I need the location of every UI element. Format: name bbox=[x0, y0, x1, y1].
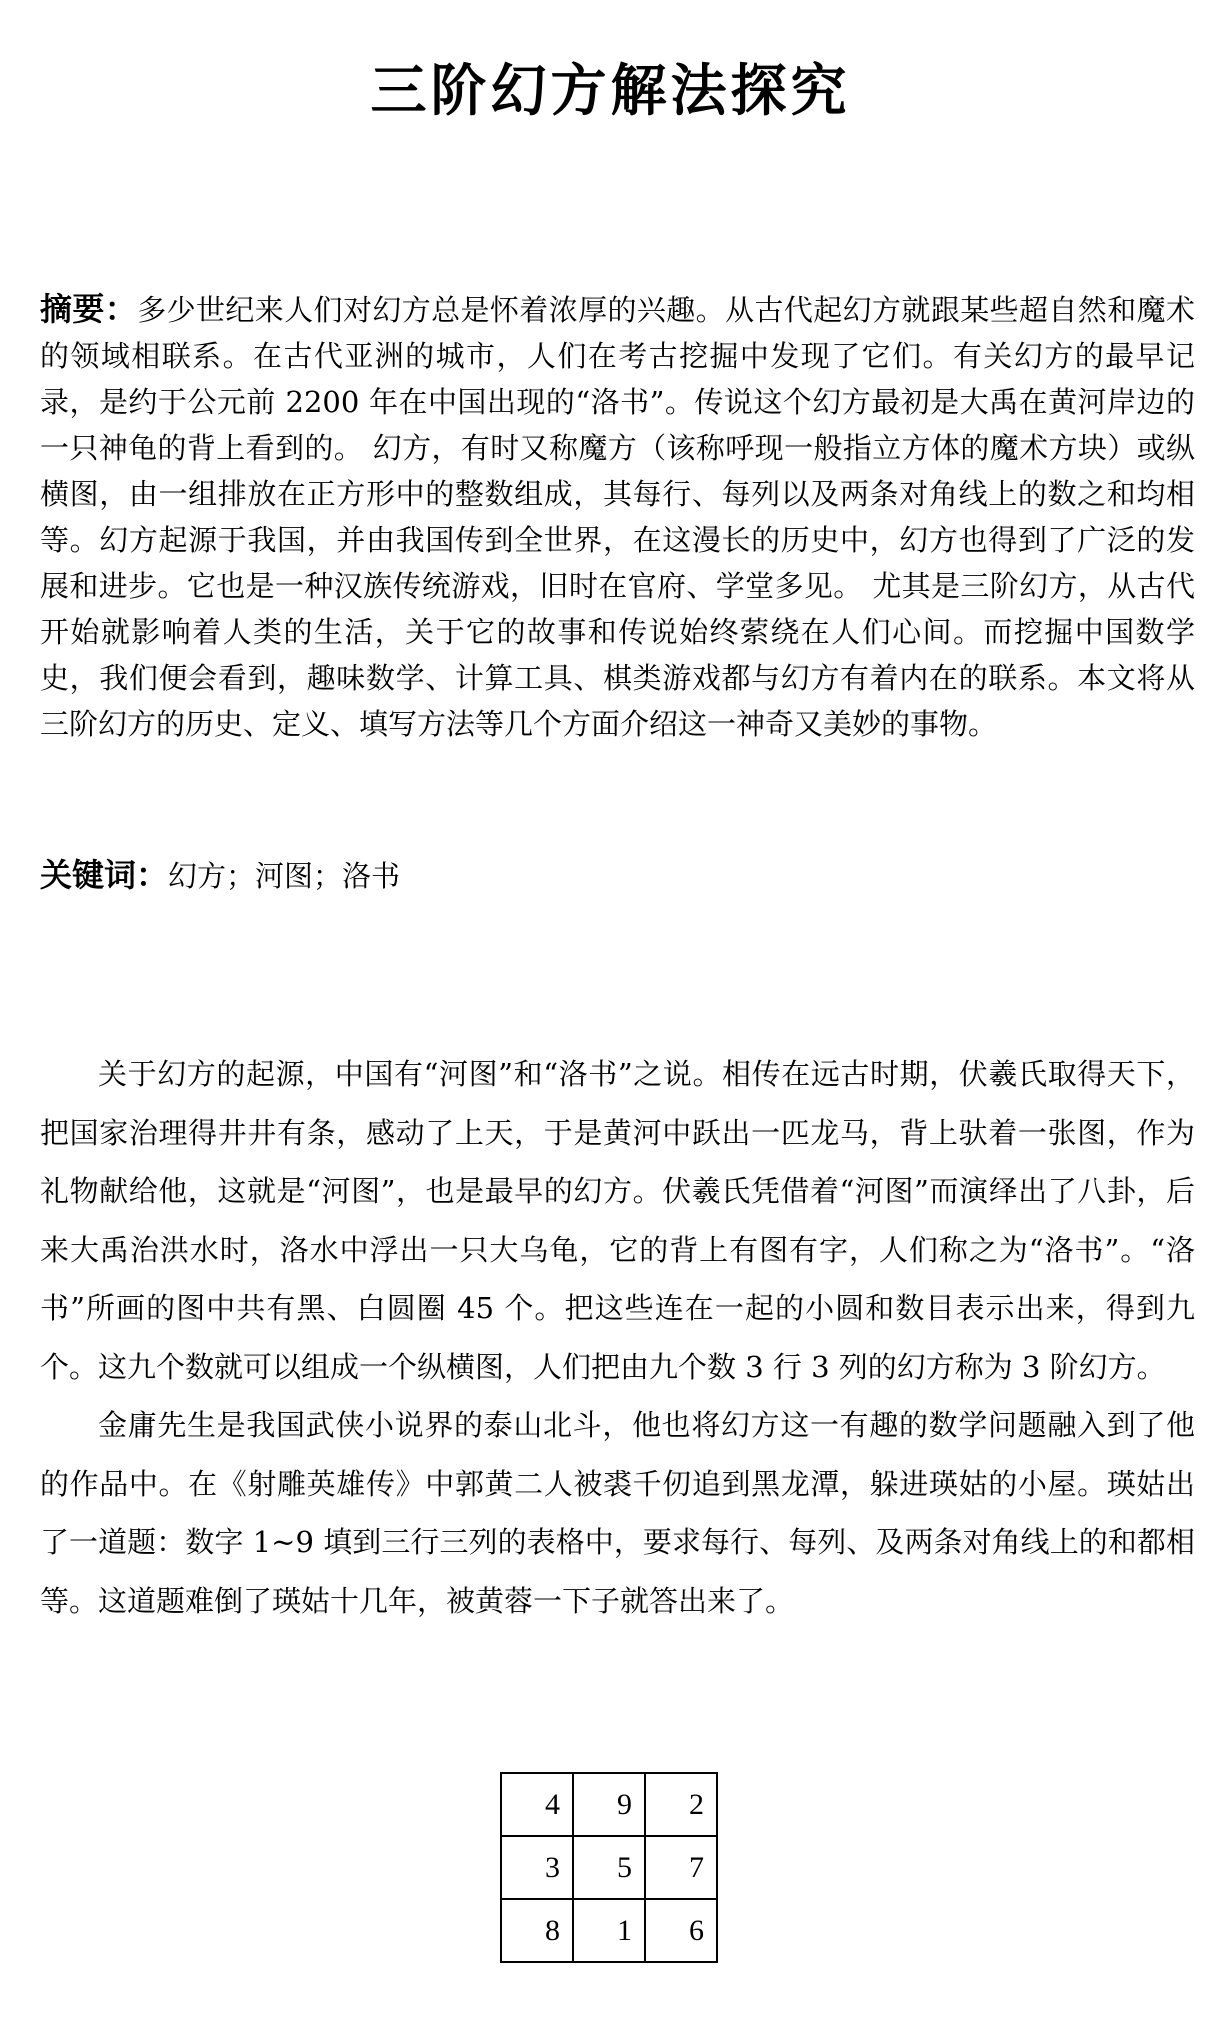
page-title: 三阶幻方解法探究 bbox=[370, 59, 851, 124]
table-row bbox=[501, 1899, 717, 1962]
table-cell: 9 bbox=[573, 1773, 645, 1836]
keywords-text: 幻方；河图；洛书 bbox=[168, 859, 401, 893]
body-text bbox=[40, 1045, 1195, 1630]
table-cell: 6 bbox=[645, 1899, 717, 1962]
abstract-label: 摘要： bbox=[40, 290, 138, 328]
paragraph-jinyong: 金庸先生是我国武侠小说界的泰山北斗，他也将幻方这一有趣的数学问题融入到了他的作品中。在《射雕英雄传》中郭黄二人被裘千仞追到黑龙潭，躲进瑛姑的小屋。瑛姑出了一道题：数字 1~9 填到三行三列的表格中，要求每行、每列、及两条对角线上的和都相等。这道题难倒了瑛姑十几年，被黄蓉一下子就答出来了。 bbox=[40, 1408, 1195, 1618]
table-cell: 5 bbox=[573, 1836, 645, 1899]
table-cell: 4 bbox=[501, 1773, 573, 1836]
table-cell: 3 bbox=[501, 1836, 573, 1899]
abstract bbox=[40, 286, 1195, 747]
table-cell: 2 bbox=[645, 1773, 717, 1836]
keywords bbox=[40, 852, 1195, 899]
table-row bbox=[501, 1773, 717, 1836]
table-row bbox=[501, 1836, 717, 1899]
magic-square-table bbox=[500, 1772, 718, 1963]
table-cell: 7 bbox=[645, 1836, 717, 1899]
table-cell: 8 bbox=[501, 1899, 573, 1962]
paragraph-origin: 关于幻方的起源，中国有“河图”和“洛书”之说。相传在远古时期，伏羲氏取得天下，把国家治理得井井有条，感动了上天，于是黄河中跃出一匹龙马，背上驮着一张图，作为礼物献给他，这就是“河图”，也是最早的幻方。伏羲氏凭借着“河图”而演绎出了八卦，后来大禹治洪水时，洛水中浮出一只大乌龟，它的背上有图有字，人们称之为“洛书”。“洛书”所画的图中共有黑、白圆圈 45 个。把这些连在一起的小圆和数目表示出来，得到九个。这九个数就可以组成一个纵横图，人们把由九个数 3 行 3 列的幻方称为 3 阶幻方。 bbox=[40, 1057, 1195, 1384]
keywords-label: 关键词： bbox=[40, 856, 169, 894]
abstract-text: 多少世纪来人们对幻方总是怀着浓厚的兴趣。从古代起幻方就跟某些超自然和魔术的领域相联系。在古代亚洲的城市，人们在考古挖掘中发现了它们。有关幻方的最早记录，是约于公元前 2200 年在中国出现的“洛书”。传说这个幻方最初是大禹在黄河岸边的一只神龟的背上看到的。 幻方，有时又称魔方（该称呼现一般指立方体的魔术方块）或纵横图，由一组排放在正方形中的整数组成，其每行、每列以及两条对角线上的数之和均相等。幻方起源于我国，并由我国传到全世界，在这漫长的历史中，幻方也得到了广泛的发展和进步。它也是一种汉族传统游戏，旧时在官府、学堂多见。 尤其是三阶幻方，从古代开始就影响着人类的生活，关于它的故事和传说始终萦绕在人们心间。而挖掘中国数学史，我们便会看到，趣味数学、计算工具、棋类游戏都与幻方有着内在的联系。本文将从三阶幻方的历史、定义、填写方法等几个方面介绍这一神奇又美妙的事物。 bbox=[40, 293, 1195, 741]
table-cell: 1 bbox=[573, 1899, 645, 1962]
